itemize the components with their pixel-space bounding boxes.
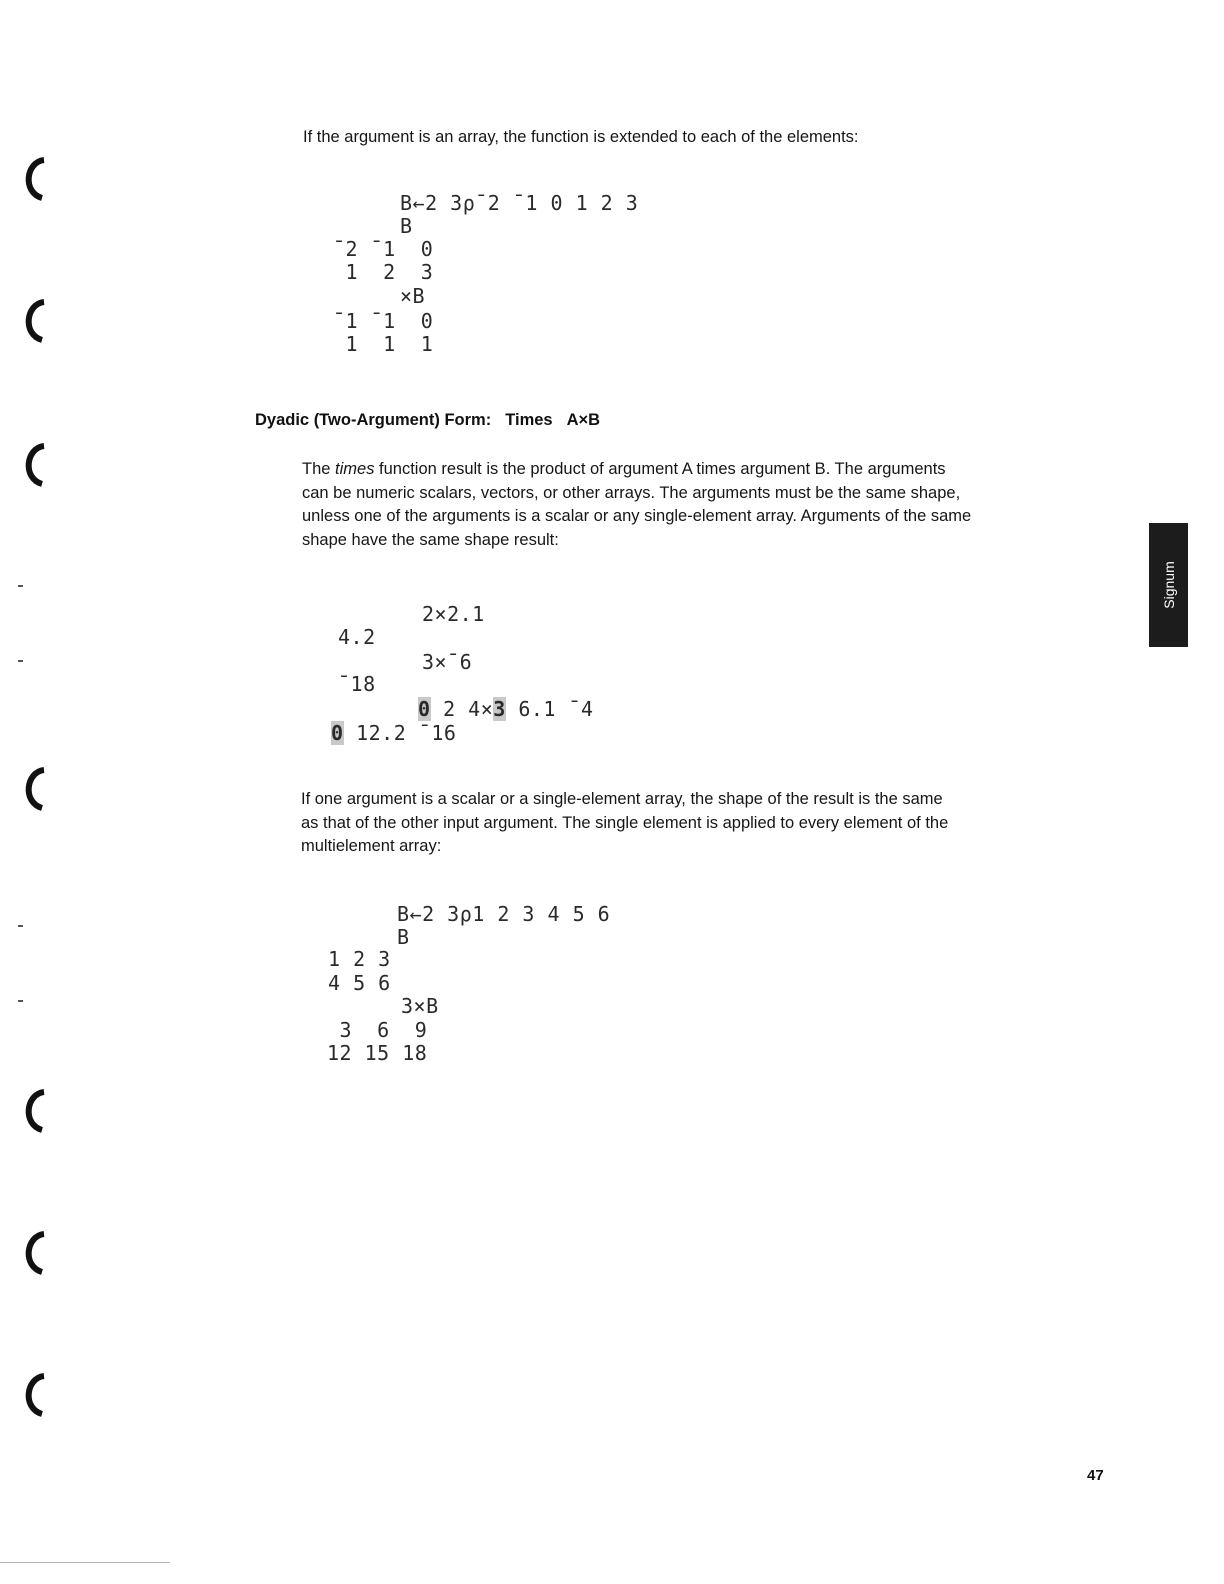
- margin-tick: [18, 925, 23, 927]
- binder-hole-icon: [4, 150, 60, 206]
- times-paragraph: [302, 458, 972, 552]
- bottom-rule: [0, 1562, 170, 1563]
- times-term: times: [335, 460, 375, 478]
- code-fragment: 2 4×: [430, 697, 494, 721]
- binder-hole-icon: [4, 760, 60, 816]
- example2-input: 3×¯6: [422, 650, 473, 674]
- binder-hole-icon: [4, 1082, 60, 1138]
- example2-input-vector: [418, 698, 594, 721]
- example1-input-display: B: [400, 214, 413, 238]
- code-fragment: 6.1 ¯4: [505, 697, 594, 721]
- example2-output: 4.2: [338, 625, 376, 649]
- example3-input-times: 3×B: [401, 994, 439, 1018]
- example3-output-row: 12 15 18: [327, 1041, 428, 1065]
- intro-paragraph: If the argument is an array, the function is extended to each of the elements:: [303, 128, 859, 146]
- scalar-paragraph: If one argument is a scalar or a single-element array, the shape of the result is the same as that of the other input argument. The single element is applied to every element of the multielement array:: [301, 790, 949, 855]
- heading-form: Dyadic (Two-Argument) Form:: [255, 411, 492, 429]
- highlighted-three: 3: [493, 697, 506, 721]
- example2-input: 2×2.1: [422, 602, 485, 626]
- section-tab: [1149, 523, 1188, 647]
- times-paragraph-start: The: [302, 460, 336, 478]
- example1-output-row: 1 2 3: [333, 260, 434, 284]
- highlighted-zero: 0: [418, 697, 431, 721]
- example2-output-vector: [331, 722, 456, 745]
- example2-output: ¯18: [338, 672, 376, 696]
- times-paragraph-rest: function result is the product of argument A times argument B. The arguments can be numeric scalars, vectors, or other arrays. The arguments must be the same shape, unless one of the arguments is a scalar or any single-element array. Arguments of the same shape have the same shape result:: [302, 460, 972, 549]
- binder-hole-icon: [4, 292, 60, 348]
- example3-output-row: 1 2 3: [328, 947, 391, 971]
- example3-output-row: 3 6 9: [327, 1018, 428, 1042]
- section-heading: [255, 411, 600, 430]
- margin-tick: [18, 660, 23, 662]
- example1-output-row: 1 1 1: [333, 332, 434, 356]
- binder-hole-icon: [4, 436, 60, 492]
- code-fragment: 12.2 ¯16: [343, 721, 457, 745]
- example3-output-row: 4 5 6: [328, 971, 391, 995]
- binder-hole-icon: [4, 1224, 60, 1280]
- example3-input-display: B: [397, 925, 410, 949]
- heading-syntax: A×B: [566, 411, 601, 429]
- example3-input-assign: B←2 3ρ1 2 3 4 5 6: [397, 902, 611, 926]
- example1-output-row: ¯1 ¯1 0: [333, 309, 434, 333]
- highlighted-zero: 0: [331, 721, 344, 745]
- margin-tick: [18, 585, 23, 587]
- section-tab-label: Signum: [1160, 561, 1177, 609]
- example1-input-assign: B←2 3ρ¯2 ¯1 0 1 2 3: [400, 191, 639, 215]
- example1-input-signum: ×B: [400, 284, 426, 308]
- example1-output-row: ¯2 ¯1 0: [333, 237, 434, 261]
- heading-name: Times: [505, 411, 553, 429]
- margin-tick: [18, 1000, 23, 1002]
- page-number: 47: [1087, 1467, 1104, 1484]
- binder-hole-icon: [4, 1366, 60, 1422]
